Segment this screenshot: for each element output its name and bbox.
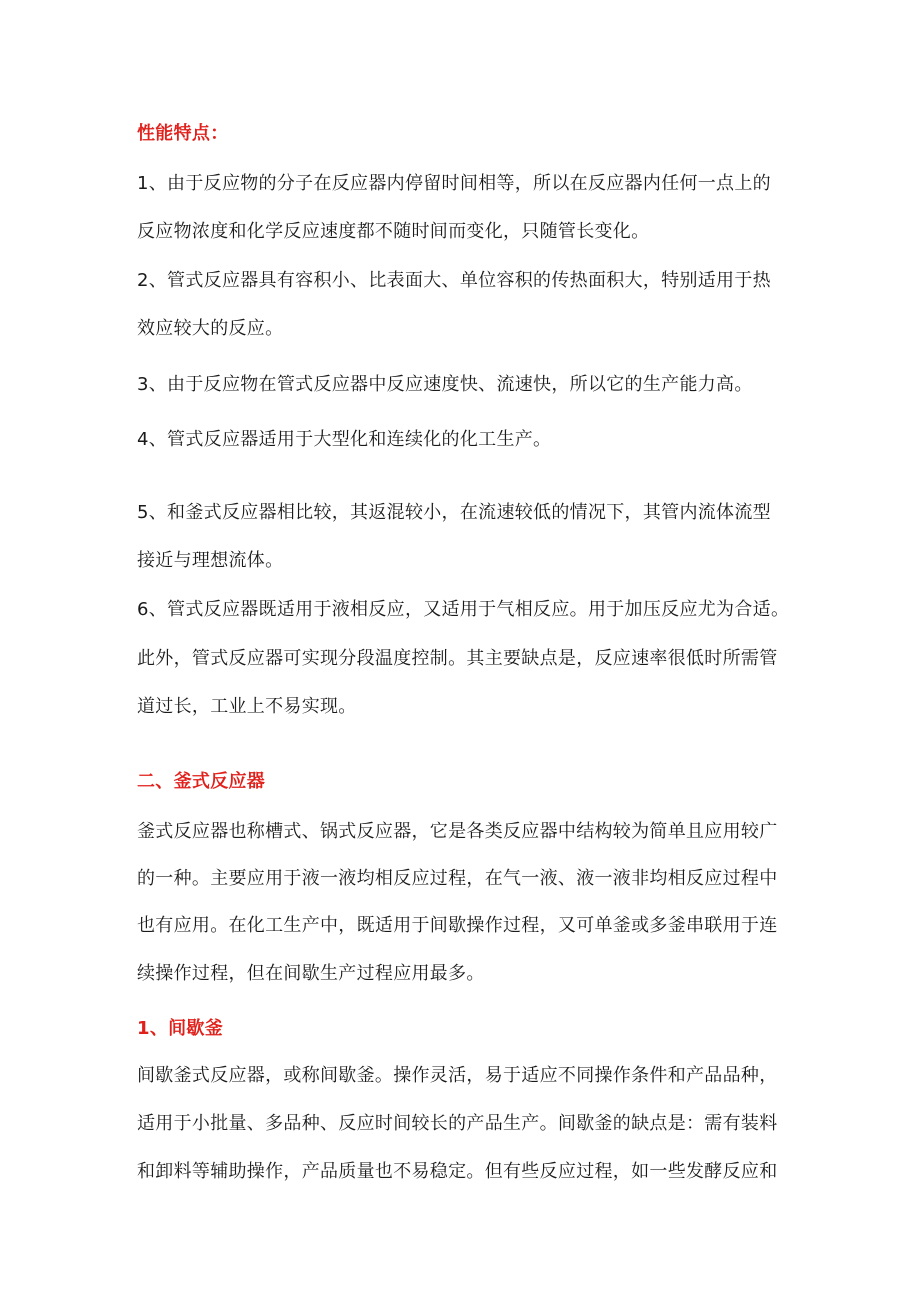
kettle-line-2: 的一种。主要应用于液一液均相反应过程，在气一液、液一液非均相反应过程中 (137, 868, 778, 889)
features-line-3: 2、管式反应器具有容积小、比表面大、单位容积的传热面积大，特别适用于热 (137, 270, 771, 291)
kettle-line-1: 釜式反应器也称槽式、锅式反应器，它是各类反应器中结构较为简单且应用较广 (137, 821, 778, 842)
features-line-4: 效应较大的反应。 (137, 318, 284, 339)
kettle-line-3: 也有应用。在化工生产中，既适用于间歇操作过程，又可单釜或多釜串联用于连 (137, 915, 778, 936)
features-line-6: 4、管式反应器适用于大型化和连续化的化工生产。 (137, 429, 552, 450)
kettle-line-4: 续操作过程，但在间歇生产过程应用最多。 (137, 963, 485, 984)
kettle-heading: 二、釜式反应器 (137, 771, 266, 792)
features-heading: 性能特点： (137, 123, 229, 144)
features-line-7: 5、和釜式反应器相比较，其返混较小，在流速较低的情况下，其管内流体流型 (137, 502, 771, 523)
features-line-10: 此外，管式反应器可实现分段温度控制。其主要缺点是，反应速率很低时所需管 (137, 648, 778, 669)
batch-line-2: 适用于小批量、多品种、反应时间较长的产品生产。间歇釜的缺点是：需有装料 (137, 1113, 778, 1134)
features-line-5: 3、由于反应物在管式反应器中反应速度快、流速快，所以它的生产能力高。 (137, 374, 753, 395)
features-line-1: 1、由于反应物的分子在反应器内停留时间相等，所以在反应器内任何一点上的 (137, 173, 771, 194)
features-line-11: 道过长，工业上不易实现。 (137, 696, 357, 717)
batch-line-3: 和卸料等辅助操作，产品质量也不易稳定。但有些反应过程，如一些发酵反应和 (137, 1161, 778, 1182)
batch-heading: 1、间歇釜 (137, 1018, 224, 1039)
features-line-9: 6、管式反应器既适用于液相反应，又适用于气相反应。用于加压反应尤为合适。 (137, 599, 790, 620)
features-line-2: 反应物浓度和化学反应速度都不随时间而变化，只随管长变化。 (137, 221, 650, 242)
features-line-8: 接近与理想流体。 (137, 550, 284, 571)
batch-line-1: 间歇釜式反应器，或称间歇釜。操作灵活，易于适应不同操作条件和产品品种， (137, 1065, 778, 1086)
